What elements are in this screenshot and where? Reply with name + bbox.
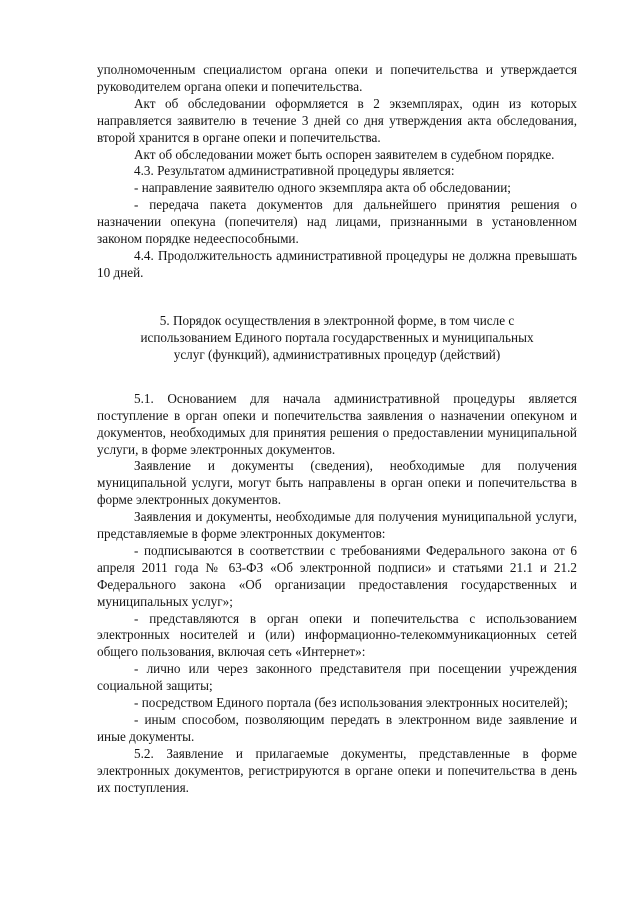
- paragraph: 4.4. Продолжительность административной процедуры не должна превышать 10 дней.: [97, 247, 577, 280]
- list-item: - лично или через законного представителя при посещении учреждения социальной защиты;: [97, 661, 577, 694]
- section-heading: 5. Порядок осуществления в электронной форме, в том числе с использованием Единого портала государственных и муниципальных услуг (функций), административных процедур (действий): [140, 312, 534, 362]
- list-item: - посредством Единого портала (без использования электронных носителей);: [134, 695, 569, 711]
- list-item: - подписываются в соответствии с требованиями Федерального закона от 6 апреля 2011 года № 63-ФЗ «Об электронной подписи» и статьями 21.1 и 21.2 Федерального закона «Об организации предоставления государственных и муниципальных услуг»;: [97, 542, 577, 609]
- list-item: - представляются в орган опеки и попечительства с использованием электронных носителей и (или) информационно-телекоммуникационных сетей общего пользования, включая сеть «Интернет»:: [97, 610, 577, 660]
- list-item: - передача пакета документов для дальнейшего принятия решения о назначении опекуна (попечителя) над лицами, признанными в установленном законом порядке недееспособными.: [97, 197, 577, 247]
- paragraph: 5.2. Заявление и прилагаемые документы, представленные в форме электронных документов, регистрируются в органе опеки и попечительства в день их поступления.: [97, 745, 577, 795]
- paragraph: Акт об обследовании оформляется в 2 экземплярах, один из которых направляется заявителю в течение 3 дней со дня утверждения акта обследования, второй хранится в органе опеки и попечительства.: [97, 95, 577, 145]
- document-page: [97, 62, 577, 797]
- paragraph: Заявления и документы, необходимые для получения муниципальной услуги, представляемые в форме электронных документов:: [97, 509, 577, 542]
- paragraph: 4.3. Результатом административной процедуры является:: [134, 163, 455, 179]
- paragraph: 5.1. Основанием для начала административной процедуры является поступление в орган опеки и попечительства заявления о назначении опекуном и документов, необходимых для принятия решения о предоставлении муниципальной услуги, в форме электронных документов.: [97, 390, 577, 457]
- list-item: - иным способом, позволяющим передать в электронном виде заявление и иные документы.: [97, 712, 577, 744]
- paragraph: Акт об обследовании может быть оспорен заявителем в судебном порядке.: [134, 146, 555, 162]
- paragraph: Заявление и документы (сведения), необходимые для получения муниципальной услуги, могут быть направлены в орган опеки и попечительства в форме электронных документов.: [97, 458, 577, 508]
- list-item: - направление заявителю одного экземпляра акта об обследовании;: [134, 180, 511, 196]
- paragraph: уполномоченным специалистом органа опеки и попечительства и утверждается руководителем органа опеки и попечительства.: [97, 62, 577, 94]
